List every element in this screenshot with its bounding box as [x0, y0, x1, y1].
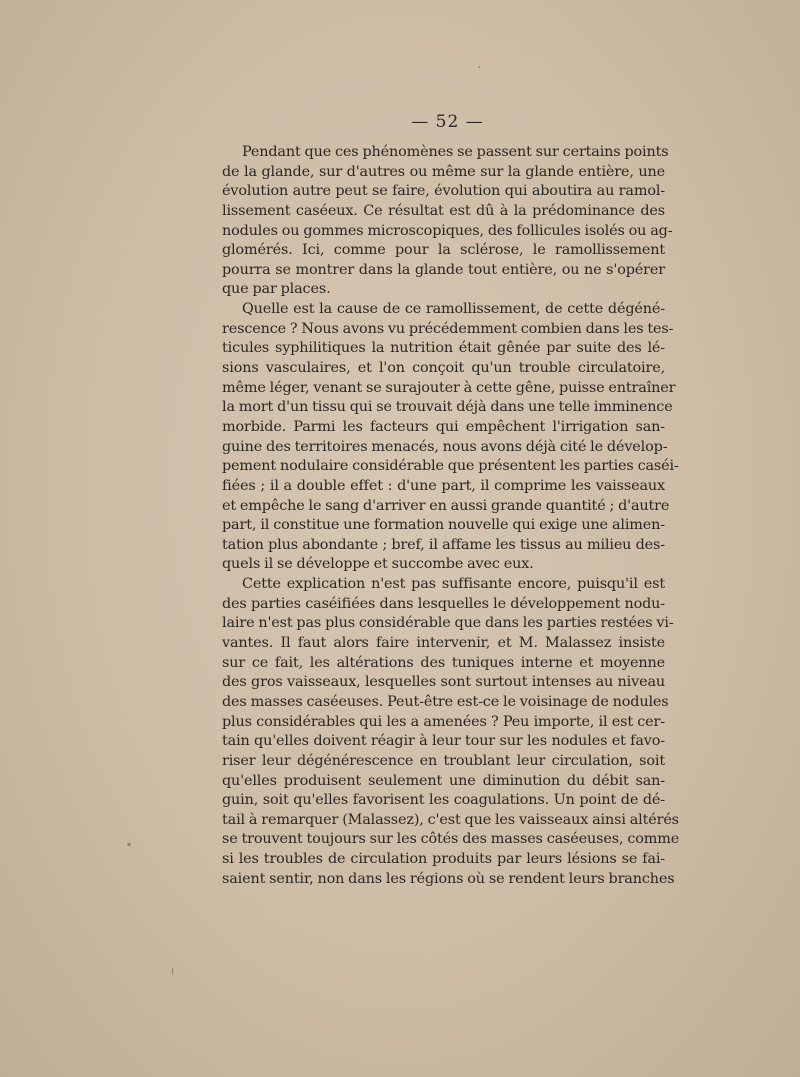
text-line: rescence ? Nous avons vu précédemment combien dans les tes- [222, 320, 674, 337]
text-line: tation plus abondante ; bref, il affame les tissus au milieu des- [222, 536, 665, 553]
paper-speck [478, 66, 480, 68]
text-line: pement nodulaire considérable que présentent les parties caséi- [222, 458, 679, 475]
text-line: se trouvent toujours sur les côtés des masses caséeuses, comme [222, 831, 680, 848]
text-line: laire n'est pas plus considérable que dans les parties restées vi- [222, 615, 674, 632]
text-line: tain qu'elles doivent réagir à leur tour sur les nodules et favo- [222, 733, 665, 750]
page-number: — 52 — [411, 112, 484, 132]
text-line: si les troubles de circulation produits par leurs lésions se fai- [222, 851, 665, 868]
text-line: vantes. Il faut alors faire intervenir, et M. Malassez insiste [222, 635, 665, 652]
text-line: des gros vaisseaux, lesquelles sont surtout intenses au niveau [222, 674, 665, 691]
text-line: des parties caséifiées dans lesquelles le développement nodu- [222, 595, 665, 612]
text-line: guine des territoires menacés, nous avons déjà cité le dévelop- [222, 438, 668, 455]
text-line: qu'elles produisent seulement une diminution du débit san- [222, 772, 665, 789]
paper-speck [127, 843, 131, 846]
body-text [222, 143, 680, 889]
text-line: de la glande, sur d'autres ou même sur la glande entière, une [222, 163, 665, 180]
text-line: ticules syphilitiques la nutrition était gênée par suite des lé- [222, 340, 665, 357]
text-line: des masses caséeuses. Peut-être est-ce le voisinage de nodules [222, 693, 669, 710]
text-line: part, il constitue une formation nouvelle qui exige une alimen- [222, 517, 665, 534]
text-line: nodules ou gommes microscopiques, des follicules isolés ou ag- [222, 222, 673, 239]
paper-speck [172, 968, 173, 974]
text-line: glomérés. Ici, comme pour la sclérose, le ramollissement [222, 242, 665, 259]
text-line: la mort d'un tissu qui se trouvait déjà dans une telle imminence [222, 399, 673, 416]
text-line: que par places. [222, 281, 331, 298]
text-line: lissement caséeux. Ce résultat est dû à la prédominance des [222, 202, 665, 219]
text-line: sions vasculaires, et l'on conçoit qu'un trouble circulatoire, [222, 360, 665, 377]
text-line: plus considérables qui les a amenées ? Peu importe, il est cer- [222, 713, 665, 730]
text-line: même léger, venant se surajouter à cette gêne, puisse entraîner [222, 379, 676, 396]
text-line: riser leur dégénérescence en troublant leur circulation, soit [222, 752, 665, 769]
text-line: morbide. Parmi les facteurs qui empêchent l'irrigation san- [222, 418, 665, 435]
text-line: sur ce fait, les altérations des tuniques interne et moyenne [222, 654, 665, 671]
text-line: évolution autre peut se faire, évolution qui aboutira au ramol- [222, 183, 665, 200]
text-line: tail à remarquer (Malassez), c'est que les vaisseaux ainsi altérés [222, 811, 679, 828]
text-line: saient sentir, non dans les régions où se rendent leurs branches [222, 870, 675, 887]
text-line: guin, soit qu'elles favorisent les coagulations. Un point de dé- [222, 792, 665, 809]
text-line: Quelle est la cause de ce ramollissement, de cette dégéné- [242, 301, 665, 318]
text-line: fiées ; il a double effet : d'une part, il comprime les vaisseaux [222, 477, 665, 494]
text-line: Cette explication n'est pas suffisante encore, puisqu'il est [242, 576, 665, 593]
text-line: et empêche le sang d'arriver en aussi grande quantité ; d'autre [222, 497, 670, 514]
text-line: Pendant que ces phénomènes se passent sur certains points [242, 144, 669, 160]
text-line: pourra se montrer dans la glande tout entière, ou ne s'opérer [222, 261, 665, 278]
text-line: quels il se développe et succombe avec eux. [222, 556, 534, 573]
